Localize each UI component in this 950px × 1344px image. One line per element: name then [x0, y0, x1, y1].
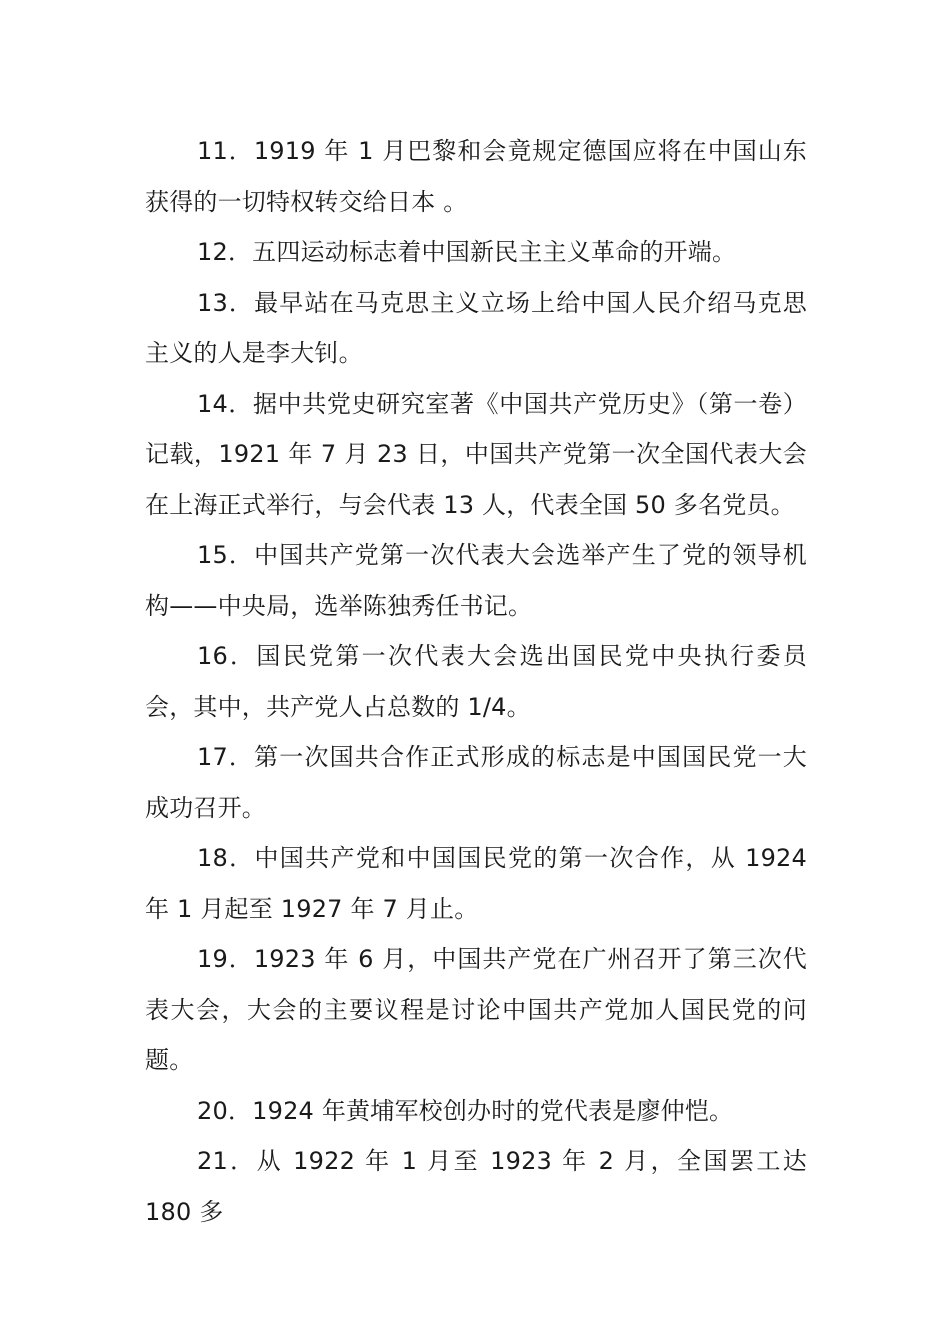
- paragraph-15: [145, 530, 807, 631]
- document-body: [145, 126, 807, 1237]
- item-number: 20．: [197, 1096, 253, 1125]
- item-number: 19．: [197, 945, 254, 973]
- paragraph-16: [145, 631, 807, 732]
- item-number: 14．: [197, 389, 253, 418]
- paragraph-17: [145, 732, 807, 833]
- paragraph-11: [145, 126, 807, 227]
- paragraph-text: 从 1922 年 1 月至 1923 年 2 月，全国罢工达 180 多: [145, 1147, 808, 1226]
- paragraph-13: [145, 278, 807, 379]
- paragraph-19: [145, 934, 807, 1086]
- paragraph-text: 国民党第一次代表大会选出国民党中央执行委员会，其中，共产党人占总数的 1/4。: [145, 642, 808, 721]
- paragraph-text: 五四运动标志着中国新民主主义革命的开端。: [252, 238, 737, 266]
- item-number: 17．: [197, 743, 255, 771]
- paragraph-20: [145, 1086, 807, 1137]
- paragraph-text: 1923 年 6 月，中国共产党在广州召开了第三次代表大会，大会的主要议程是讨论中国共产党加人国民党的问题。: [145, 945, 808, 1074]
- paragraph-text: 据中共党史研究室著《中国共产党历史》（第一卷）记载，1921 年 7 月 23 日，中国共产党第一次全国代表大会在上海正式举行，与会代表 13 人，代表全国 50 多名党员。: [145, 389, 807, 519]
- paragraph-text: 最早站在马克思主义立场上给中国人民介绍马克思主义的人是李大钊。: [145, 288, 807, 367]
- item-number: 21．: [197, 1147, 257, 1175]
- item-number: 13．: [197, 288, 255, 317]
- paragraph-text: 1924 年黄埔军校创办时的党代表是廖仲恺。: [252, 1096, 734, 1125]
- paragraph-text: 1919 年 1 月巴黎和会竟规定德国应将在中国山东获得的一切特权转交给日本 。: [145, 137, 808, 216]
- item-number: 12．: [197, 238, 253, 266]
- paragraph-text: 中国共产党第一次代表大会选举产生了党的领导机构——中央局，选举陈独秀任书记。: [145, 541, 807, 620]
- item-number: 16．: [197, 642, 257, 670]
- item-number: 11．: [197, 137, 254, 165]
- paragraph-12: [145, 227, 807, 278]
- paragraph-14: [145, 379, 807, 531]
- paragraph-18: [145, 833, 807, 934]
- paragraph-21: [145, 1136, 807, 1237]
- paragraph-text: 第一次国共合作正式形成的标志是中国国民党一大成功召开。: [145, 743, 807, 822]
- paragraph-text: 中国共产党和中国国民党的第一次合作，从 1924 年 1 月起至 1927 年 7 月止。: [145, 844, 807, 923]
- item-number: 15．: [197, 541, 255, 569]
- item-number: 18．: [197, 844, 255, 872]
